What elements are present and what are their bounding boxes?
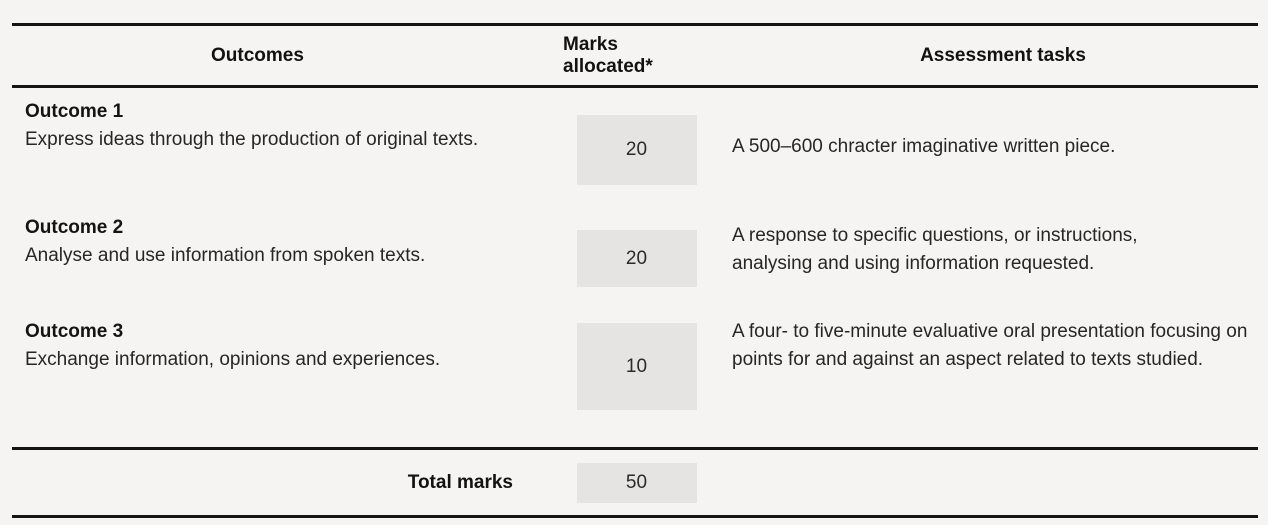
table-row — [12, 88, 1258, 200]
outcome-cell — [12, 305, 563, 447]
total-marks-label: Total marks — [407, 471, 513, 493]
outcome-description: Exchange information, opinions and experiences. — [25, 349, 441, 370]
marks-cell — [563, 88, 710, 200]
marks-allocation-table — [12, 23, 1258, 518]
outcome-title: Outcome 2 — [25, 217, 124, 238]
outcome-description: Analyse and use information from spoken texts. — [25, 245, 426, 266]
column-header-outcomes: Outcomes — [211, 44, 304, 66]
assessment-task: A response to specific questions, or instructions, analysing and using information requested. — [732, 225, 1138, 274]
marks-value: 20 — [577, 230, 697, 287]
outcome-cell — [12, 200, 563, 305]
total-row — [12, 450, 1258, 515]
assessment-task-cell — [710, 200, 1258, 305]
marks-value: 10 — [577, 323, 697, 410]
assessment-task-cell — [710, 88, 1258, 200]
column-header-marks-allocated: Marks allocated* — [563, 33, 653, 77]
assessment-task: A 500–600 chracter imaginative written piece. — [732, 136, 1116, 157]
outcome-title: Outcome 3 — [25, 321, 124, 342]
table-row — [12, 305, 1258, 447]
marks-cell — [563, 450, 710, 515]
column-header-assessment-tasks: Assessment tasks — [920, 44, 1086, 66]
marks-value: 20 — [577, 115, 697, 185]
empty-cell — [710, 450, 1258, 515]
assessment-task: A four- to five-minute evaluative oral presentation focusing on points for and against an aspect related to texts studied. — [732, 321, 1248, 370]
outcome-title: Outcome 1 — [25, 101, 124, 122]
outcome-description: Express ideas through the production of original texts. — [25, 129, 479, 150]
total-marks-value: 50 — [577, 463, 697, 503]
marks-cell — [563, 305, 710, 447]
marks-cell — [563, 200, 710, 305]
table-header-row — [12, 26, 1258, 85]
table-row — [12, 200, 1258, 305]
outcome-cell — [12, 88, 563, 200]
assessment-task-cell — [710, 305, 1258, 447]
table-bottom-rule — [12, 515, 1258, 518]
